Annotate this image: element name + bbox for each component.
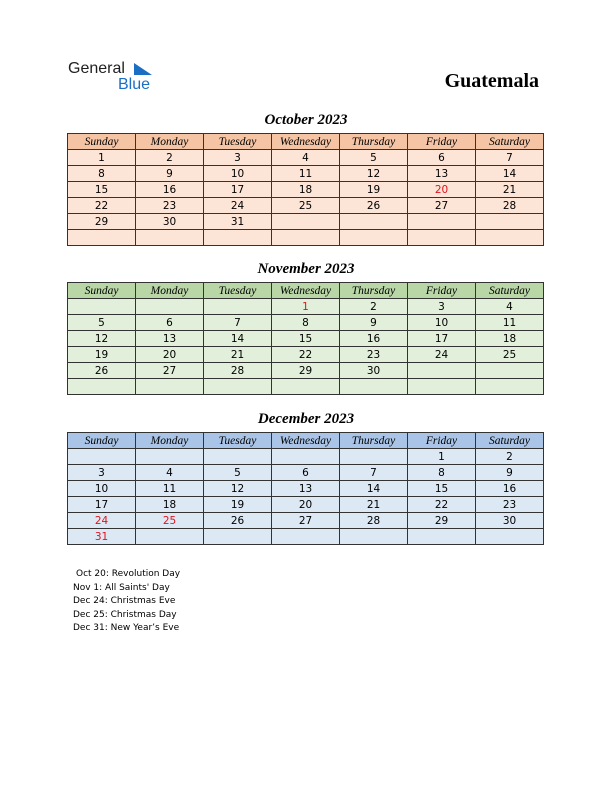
weekday-header: Tuesday — [204, 283, 272, 299]
day-cell — [340, 529, 408, 545]
day-cell: 5 — [204, 465, 272, 481]
week-row — [68, 214, 544, 230]
day-cell — [476, 529, 544, 545]
weekday-header: Friday — [408, 134, 476, 150]
week-row — [68, 315, 544, 331]
holiday-day-cell: 24 — [68, 513, 136, 529]
day-cell — [476, 363, 544, 379]
holiday-note: Dec 24: Christmas Eve — [73, 596, 176, 607]
day-cell: 20 — [136, 347, 204, 363]
calendar-december — [67, 432, 544, 545]
month-title-november: November 2023 — [257, 261, 355, 277]
day-cell — [136, 379, 204, 395]
weekday-header: Thursday — [340, 433, 408, 449]
day-cell: 21 — [476, 182, 544, 198]
weekday-header: Friday — [408, 283, 476, 299]
holiday-notes — [73, 568, 180, 636]
day-cell — [272, 230, 340, 246]
day-cell: 25 — [272, 198, 340, 214]
day-cell: 17 — [68, 497, 136, 513]
day-cell: 22 — [68, 198, 136, 214]
day-cell: 13 — [136, 331, 204, 347]
weekday-header: Sunday — [68, 433, 136, 449]
day-cell: 23 — [340, 347, 408, 363]
day-cell: 22 — [408, 497, 476, 513]
day-cell: 22 — [272, 347, 340, 363]
logo-blue-text: Blue — [118, 76, 151, 93]
day-cell — [272, 214, 340, 230]
day-cell: 24 — [204, 198, 272, 214]
day-cell: 11 — [476, 315, 544, 331]
day-cell — [272, 379, 340, 395]
week-row — [68, 299, 544, 315]
weekday-header: Tuesday — [204, 433, 272, 449]
day-cell: 17 — [408, 331, 476, 347]
week-row — [68, 182, 544, 198]
day-cell: 6 — [136, 315, 204, 331]
weekday-header-row — [68, 134, 544, 150]
day-cell: 7 — [340, 465, 408, 481]
day-cell: 27 — [272, 513, 340, 529]
holiday-note: Nov 1: All Saints' Day — [73, 582, 170, 593]
day-cell: 18 — [476, 331, 544, 347]
day-cell — [476, 230, 544, 246]
day-cell: 29 — [408, 513, 476, 529]
day-cell: 20 — [272, 497, 340, 513]
holiday-day-cell: 20 — [408, 182, 476, 198]
day-cell — [476, 379, 544, 395]
day-cell: 12 — [204, 481, 272, 497]
day-cell: 14 — [340, 481, 408, 497]
country-title: Guatemala — [444, 70, 539, 92]
day-cell — [340, 449, 408, 465]
day-cell: 3 — [68, 465, 136, 481]
day-cell — [204, 299, 272, 315]
month-title-october: October 2023 — [264, 112, 348, 128]
day-cell: 19 — [340, 182, 408, 198]
logo-triangle-icon — [134, 63, 152, 77]
holiday-day-cell: 25 — [136, 513, 204, 529]
week-row — [68, 331, 544, 347]
week-row — [68, 465, 544, 481]
day-cell — [272, 449, 340, 465]
day-cell: 10 — [204, 166, 272, 182]
day-cell: 16 — [476, 481, 544, 497]
day-cell: 8 — [68, 166, 136, 182]
week-row — [68, 347, 544, 363]
day-cell: 7 — [204, 315, 272, 331]
day-cell: 19 — [204, 497, 272, 513]
day-cell: 5 — [340, 150, 408, 166]
day-cell: 4 — [476, 299, 544, 315]
day-cell: 15 — [68, 182, 136, 198]
day-cell — [204, 449, 272, 465]
weekday-header: Wednesday — [272, 433, 340, 449]
logo-general-text: General — [68, 60, 125, 77]
day-cell: 2 — [476, 449, 544, 465]
holiday-day-cell: 31 — [68, 529, 136, 545]
week-row — [68, 449, 544, 465]
day-cell — [408, 379, 476, 395]
day-cell: 24 — [408, 347, 476, 363]
weekday-header: Monday — [136, 134, 204, 150]
weekday-header-row — [68, 283, 544, 299]
day-cell: 26 — [340, 198, 408, 214]
day-cell: 3 — [204, 150, 272, 166]
weekday-header: Wednesday — [272, 283, 340, 299]
day-cell: 14 — [476, 166, 544, 182]
day-cell: 25 — [476, 347, 544, 363]
weekday-header: Monday — [136, 433, 204, 449]
day-cell: 16 — [136, 182, 204, 198]
day-cell: 30 — [476, 513, 544, 529]
day-cell: 10 — [68, 481, 136, 497]
day-cell — [136, 299, 204, 315]
logo — [68, 60, 158, 96]
week-row — [68, 529, 544, 545]
day-cell: 26 — [68, 363, 136, 379]
day-cell: 6 — [408, 150, 476, 166]
day-cell — [204, 379, 272, 395]
month-title-december: December 2023 — [257, 411, 355, 427]
week-row — [68, 481, 544, 497]
day-cell: 30 — [136, 214, 204, 230]
day-cell: 8 — [408, 465, 476, 481]
day-cell: 13 — [408, 166, 476, 182]
holiday-note: Dec 31: New Year’s Eve — [73, 623, 180, 634]
day-cell: 2 — [136, 150, 204, 166]
day-cell — [136, 230, 204, 246]
day-cell: 23 — [476, 497, 544, 513]
weekday-header: Monday — [136, 283, 204, 299]
calendar-november — [67, 282, 544, 395]
day-cell — [204, 529, 272, 545]
weekday-header: Friday — [408, 433, 476, 449]
weekday-header: Sunday — [68, 134, 136, 150]
day-cell: 13 — [272, 481, 340, 497]
day-cell: 31 — [204, 214, 272, 230]
day-cell — [340, 379, 408, 395]
day-cell: 28 — [476, 198, 544, 214]
day-cell: 28 — [204, 363, 272, 379]
day-cell — [340, 230, 408, 246]
week-row — [68, 230, 544, 246]
day-cell: 18 — [136, 497, 204, 513]
weekday-header: Saturday — [476, 283, 544, 299]
day-cell — [476, 214, 544, 230]
day-cell: 21 — [204, 347, 272, 363]
day-cell: 4 — [272, 150, 340, 166]
day-cell: 16 — [340, 331, 408, 347]
day-cell — [68, 379, 136, 395]
day-cell — [408, 230, 476, 246]
weekday-header: Saturday — [476, 134, 544, 150]
day-cell — [272, 529, 340, 545]
day-cell: 6 — [272, 465, 340, 481]
day-cell: 11 — [272, 166, 340, 182]
day-cell: 26 — [204, 513, 272, 529]
day-cell: 12 — [68, 331, 136, 347]
day-cell: 8 — [272, 315, 340, 331]
day-cell: 1 — [408, 449, 476, 465]
week-row — [68, 513, 544, 529]
week-row — [68, 150, 544, 166]
day-cell: 23 — [136, 198, 204, 214]
day-cell: 29 — [68, 214, 136, 230]
weekday-header: Saturday — [476, 433, 544, 449]
day-cell — [68, 299, 136, 315]
weekday-header: Thursday — [340, 134, 408, 150]
day-cell: 4 — [136, 465, 204, 481]
day-cell: 15 — [408, 481, 476, 497]
weekday-header: Sunday — [68, 283, 136, 299]
week-row — [68, 379, 544, 395]
calendar-october — [67, 133, 544, 246]
day-cell: 9 — [136, 166, 204, 182]
day-cell: 17 — [204, 182, 272, 198]
day-cell: 12 — [340, 166, 408, 182]
day-cell: 14 — [204, 331, 272, 347]
day-cell: 10 — [408, 315, 476, 331]
day-cell — [136, 449, 204, 465]
day-cell — [408, 529, 476, 545]
day-cell: 11 — [136, 481, 204, 497]
day-cell: 18 — [272, 182, 340, 198]
day-cell: 27 — [136, 363, 204, 379]
weekday-header: Wednesday — [272, 134, 340, 150]
day-cell: 7 — [476, 150, 544, 166]
weekday-header: Tuesday — [204, 134, 272, 150]
day-cell: 1 — [68, 150, 136, 166]
day-cell: 27 — [408, 198, 476, 214]
day-cell: 9 — [340, 315, 408, 331]
day-cell — [204, 230, 272, 246]
day-cell: 9 — [476, 465, 544, 481]
week-row — [68, 166, 544, 182]
day-cell: 29 — [272, 363, 340, 379]
week-row — [68, 497, 544, 513]
week-row — [68, 363, 544, 379]
day-cell — [340, 214, 408, 230]
day-cell: 30 — [340, 363, 408, 379]
weekday-header-row — [68, 433, 544, 449]
holiday-note: Dec 25: Christmas Day — [73, 609, 177, 620]
day-cell: 21 — [340, 497, 408, 513]
holiday-note: Oct 20: Revolution Day — [76, 569, 181, 579]
day-cell: 5 — [68, 315, 136, 331]
weekday-header: Thursday — [340, 283, 408, 299]
day-cell — [136, 529, 204, 545]
day-cell: 19 — [68, 347, 136, 363]
day-cell: 15 — [272, 331, 340, 347]
day-cell — [408, 214, 476, 230]
day-cell: 28 — [340, 513, 408, 529]
holiday-day-cell: 1 — [272, 299, 340, 315]
day-cell: 3 — [408, 299, 476, 315]
day-cell — [68, 230, 136, 246]
day-cell: 2 — [340, 299, 408, 315]
week-row — [68, 198, 544, 214]
day-cell — [68, 449, 136, 465]
day-cell — [408, 363, 476, 379]
